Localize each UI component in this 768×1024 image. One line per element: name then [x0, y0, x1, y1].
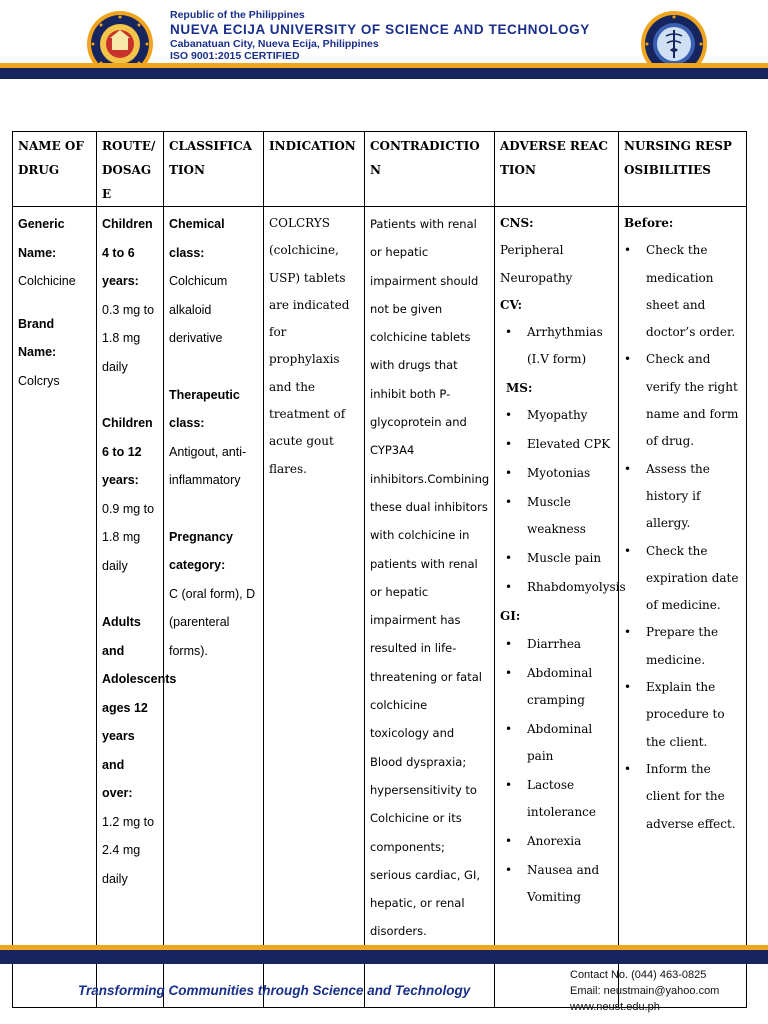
- contact-email: Email: neustmain@yahoo.com: [570, 985, 720, 997]
- chemical-class-label: Chemical class:: [169, 217, 225, 260]
- contradiction-cell: [365, 207, 495, 1008]
- pregnancy-category-label: Pregnancy category:: [169, 529, 233, 572]
- list-item: • Nausea and Vomiting: [500, 857, 613, 911]
- city-line: Cabanatuan City, Nueva Ecija, Philippines: [170, 38, 379, 50]
- pregnancy-category-value: C (oral form), D (parenteral forms).: [169, 586, 256, 658]
- list-item: • Check and verify the right name and form of drug.: [624, 346, 741, 455]
- contact-number: Contact No. (044) 463-0825: [570, 969, 707, 981]
- list-item: • Anorexia: [500, 828, 613, 855]
- list-item: • Check the medication sheet and doctor’s order.: [624, 237, 741, 346]
- dosage-group-value: 1.2 mg to 2.4 mg daily: [102, 814, 155, 886]
- generic-name-value: Colchicine: [18, 274, 76, 288]
- website-link[interactable]: www.neust.edu.ph: [570, 1001, 660, 1013]
- name-of-drug-cell: [13, 207, 97, 1008]
- header-contradiction: CONTRADICTION: [365, 132, 495, 207]
- chemical-class-value: Colchicum alkaloid derivative: [169, 274, 228, 345]
- header-indication: INDICATION: [264, 132, 365, 207]
- dosage-group-value: 0.9 mg to 1.8 mg daily: [102, 501, 155, 573]
- list-item: • Assess the history if allergy.: [624, 456, 741, 538]
- list-item: • Abdominal cramping: [500, 660, 613, 714]
- list-item: • Arrhythmias (I.V form): [500, 319, 613, 373]
- list-item: • Rhabdomyolysis: [500, 574, 613, 601]
- classification-cell: [164, 207, 264, 1008]
- ms-label: MS:: [506, 381, 533, 396]
- generic-name-label: Generic Name:: [18, 217, 65, 260]
- dosage-group-label: Adults and Adolescents ages 12 years and over:: [102, 615, 177, 800]
- cv-list: [500, 319, 613, 373]
- list-item: • Inform the client for the adverse effect.: [624, 756, 741, 838]
- header-route-dosage: ROUTE/ DOSAGE: [97, 132, 164, 207]
- footer-tagline: Transforming Communities through Science and Technology: [78, 983, 471, 998]
- cns-label: CNS:: [500, 216, 534, 230]
- university-name: NUEVA ECIJA UNIVERSITY OF SCIENCE AND TECHNOLOGY: [170, 22, 590, 37]
- table-header-row: [13, 132, 747, 207]
- list-item: • Myotonias: [500, 460, 613, 487]
- list-item: • Muscle weakness: [500, 489, 613, 543]
- republic-line: Republic of the Philippines: [170, 9, 305, 21]
- dosage-group-label: Children 6 to 12 years:: [102, 416, 153, 487]
- list-item: • Muscle pain: [500, 545, 613, 572]
- header-navy-band: [0, 68, 768, 79]
- header-name-of-drug: NAME OF DRUG: [13, 132, 97, 207]
- list-item: • Prepare the medicine.: [624, 619, 741, 674]
- nursing-responsibilities-cell: [619, 207, 747, 1008]
- list-item: • Check the expiration date of medicine.: [624, 538, 741, 620]
- indication-text: COLCRYS (colchicine, USP) tablets are indicated for prophylaxis and the treatment of acute gout flares.: [269, 216, 350, 476]
- header-adverse-reaction: ADVERSE REACTION: [495, 132, 619, 207]
- list-item: • Myopathy: [500, 402, 613, 429]
- drug-study-table: [12, 131, 747, 1008]
- list-item: • Abdominal pain: [500, 716, 613, 770]
- list-item: • Explain the procedure to the client.: [624, 674, 741, 756]
- route-dosage-cell: [97, 207, 177, 1008]
- gi-label: GI:: [500, 609, 521, 624]
- gi-list: [500, 631, 613, 911]
- cv-label: CV:: [500, 297, 523, 312]
- nursing-list: [624, 237, 741, 838]
- dosage-group-value: 0.3 mg to 1.8 mg daily: [102, 302, 155, 374]
- dosage-group-label: Children 4 to 6 years:: [102, 217, 153, 288]
- adverse-reaction-cell: [495, 207, 626, 1008]
- letterhead-text: [170, 9, 590, 62]
- contradiction-text: Patients with renal or hepatic impairment should not be given colchicine tablets with drugs that inhibit both P-glycoprotein and CYP3A4 inhibitors.Combining these dual inhibitors with colchicine in patients with renal or hepatic impairment has resulted in life-threatening or fatal colchicine toxicology and Blood dyspraxia; hypersensitivity to Colchicine or its components; serious cardiac, GI, hepatic, or renal disorders.: [370, 217, 490, 939]
- list-item: • Elevated CPK: [500, 431, 613, 458]
- header-classification: CLASSIFICATION: [164, 132, 264, 207]
- before-label: Before:: [624, 216, 674, 230]
- iso-certification: ISO 9001:2015 CERTIFIED: [170, 50, 300, 62]
- indication-cell: [264, 207, 365, 1008]
- footer-contact-block: [570, 967, 719, 1015]
- brand-name-value: Colcrys: [18, 373, 60, 388]
- list-item: • Diarrhea: [500, 631, 613, 658]
- ms-list: [500, 402, 626, 601]
- brand-name-label: Brand Name:: [18, 316, 57, 359]
- cns-value: Peripheral Neuropathy: [500, 243, 573, 285]
- list-item: • Lactose intolerance: [500, 772, 613, 826]
- therapeutic-class-value: Antigout, anti-inflammatory: [169, 444, 247, 487]
- footer-navy-band: [0, 950, 768, 964]
- therapeutic-class-label: Therapeutic class:: [169, 387, 240, 430]
- header-nursing-responsibilities: NURSING RESPOSIBILITIES: [619, 132, 747, 207]
- table-row: [13, 207, 747, 1008]
